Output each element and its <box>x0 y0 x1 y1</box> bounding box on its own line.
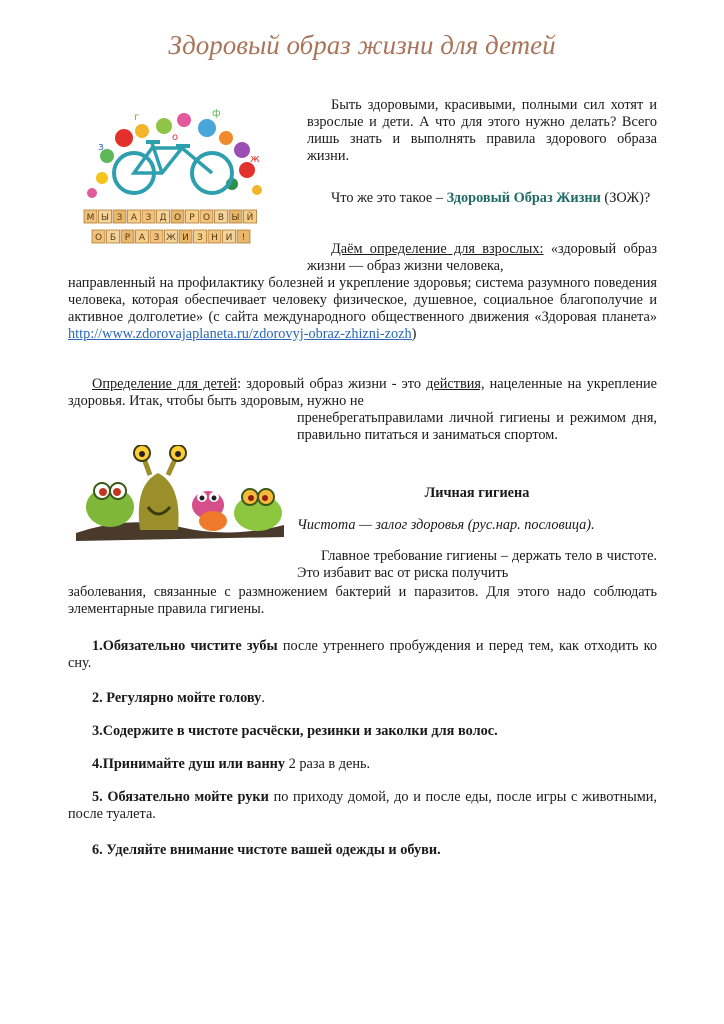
letter-block-char: М <box>86 213 95 223</box>
letter-block-char: Д <box>159 213 167 223</box>
rule-item: 4.Принимайте душ или ванну 2 раза в день. <box>92 756 371 772</box>
letter-block-char: ! <box>241 233 246 243</box>
rule-item: 3.Содержите в чистоте расчёски, резинки и заколки для волос. <box>92 723 498 739</box>
svg-text:ж: ж <box>250 152 260 165</box>
child-definition: Определение для детей: здоровый образ жизни - это действия, нацеленные на укрепление здоровья. Итак, чтобы быть здоровым, нужно не <box>68 376 657 409</box>
question-paragraph: Что же это такое – Здоровый Образ Жизни (ЗОЖ)? <box>331 190 651 206</box>
adult-definition-body: направленный на профилактику болезней и укрепление здоровья; система разумного поведения человека, которая обеспечивает человеку физическое, душевное, социальное благополучие и активное долголетие» (с сайта международного общественного движения «Здоровая планета» http://www.zdorovajaplaneta.ru/zdorovyj-obraz-zhizni-zozh) <box>68 275 657 342</box>
letter-block-char: В <box>217 213 225 223</box>
letter-block-char: З <box>145 213 152 223</box>
letter-block-char: И <box>182 233 189 243</box>
letter-block-char: О <box>94 233 103 243</box>
hygiene-heading: Личная гигиена <box>424 485 530 501</box>
source-link[interactable]: http://www.zdorovajaplaneta.ru/zdorovyj-obraz-zhizni-zozh <box>68 326 412 342</box>
letter-block-char: З <box>153 233 160 243</box>
germs-illustration <box>70 445 290 545</box>
letter-block-char: А <box>138 233 146 243</box>
letter-block-char: Ж <box>166 233 176 243</box>
letter-block-char: Р <box>189 213 195 223</box>
intro-paragraph: Быть здоровыми, красивыми, полными сил хотят и взрослые и дети. А что для этого нужно делать? Всего лишь знать и выполнять правила здорового образа жизни. <box>307 97 657 164</box>
letter-block-char: О <box>173 213 182 223</box>
svg-text:о: о <box>172 132 179 143</box>
letter-block-char: А <box>130 213 138 223</box>
letter-block-char: З <box>197 233 203 243</box>
rule-item: 6. Уделяйте внимание чистоте вашей одежды и обуви. <box>92 842 441 858</box>
child-definition-cont: пренебрегатьправилами личной гигиены и режимом дня, правильно питаться и заниматься спортом. <box>297 410 657 443</box>
letter-block-char: И <box>225 233 233 243</box>
hygiene-main-bottom: заболевания, связанные с размножением бактерий и паразитов. Для этого надо соблюдать элементарные правила гигиены. <box>68 584 657 617</box>
pink-germ <box>192 491 227 531</box>
proverb: Чистота — залог здоровья (рус.нар. пословица). <box>297 517 595 533</box>
rule-item: 1.Обязательно чистите зубы после утреннего пробуждения и перед тем, как отходить ко сну. <box>68 638 658 671</box>
hygiene-main-top: Главное требование гигиены – держать тело в чистоте. Это избавит вас от риска получить <box>297 548 657 581</box>
page-title: Здоровый образ жизни для детей <box>168 30 556 60</box>
letter-block-char: Ы <box>231 213 240 223</box>
letter-block-char: Н <box>211 233 218 243</box>
svg-text:з: з <box>98 140 104 153</box>
svg-text:г: г <box>134 112 140 123</box>
letter-block-char: З <box>116 213 123 223</box>
child-definition-label: Определение для детей <box>92 376 238 392</box>
banner-row-2 <box>92 230 250 243</box>
letter-block-char: Р <box>124 233 131 243</box>
rule-item: 2. Регулярно мойте голову. <box>92 690 265 706</box>
green-germ-left <box>86 483 134 527</box>
letter-block-char: Й <box>246 213 254 223</box>
svg-text:ф: ф <box>212 108 221 119</box>
healthy-lifestyle-illustration <box>72 98 272 258</box>
rule-item: 5. Обязательно мойте руки по приходу домой, до и после еды, после игры с животными, после туалета. <box>68 789 657 822</box>
zozh-highlight: Здоровый Образ Жизни <box>446 190 601 206</box>
green-germ-right <box>234 489 282 531</box>
adult-definition-top: Даём определение для взрослых: «здоровый образ жизни — образ жизни человека, <box>307 241 657 274</box>
letter-block-char: Б <box>109 233 117 243</box>
olive-germ-center <box>134 445 186 530</box>
letter-block-char: Ы <box>101 213 109 223</box>
banner-row-1 <box>84 210 257 223</box>
fruit-cloud <box>87 108 262 198</box>
bicycle <box>114 143 232 193</box>
letter-block-char: О <box>202 213 211 223</box>
adult-definition-label: Даём определение для взрослых: <box>331 241 544 257</box>
